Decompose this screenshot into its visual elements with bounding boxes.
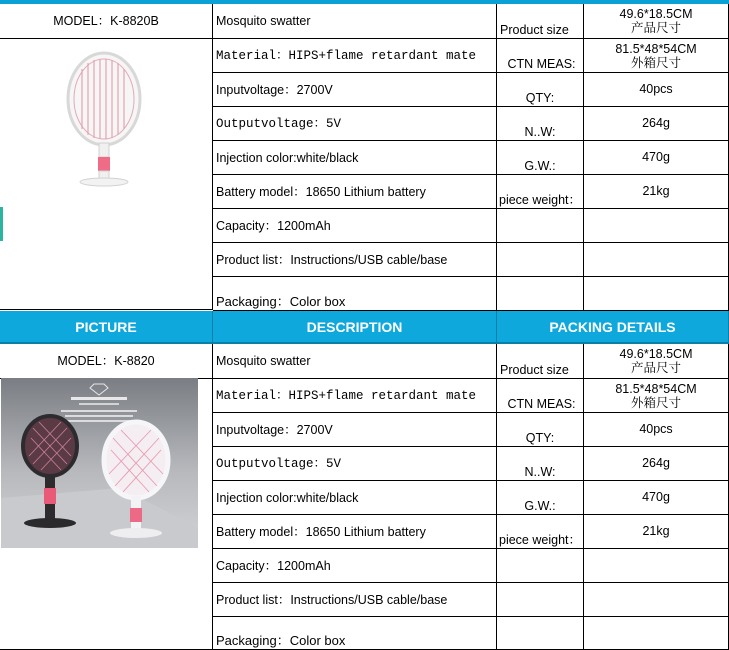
pack-value-cell[interactable]: [584, 209, 729, 243]
swatter-product-photo: [1, 378, 198, 548]
desc-cell[interactable]: Mosquito swatter: [213, 4, 497, 39]
pack-value-cell[interactable]: 264g: [584, 447, 729, 481]
pack-label-cell[interactable]: Product size: [497, 344, 584, 379]
pack-label-cell[interactable]: CTN MEAS:: [497, 39, 584, 73]
model-cell[interactable]: MODEL：K-8820: [0, 344, 213, 379]
pack-value-cell[interactable]: 470g: [584, 481, 729, 515]
desc-cell[interactable]: Material：HIPS+flame retardant mate: [213, 39, 497, 73]
pack-label-cell[interactable]: piece weight：: [497, 175, 584, 209]
desc-cell[interactable]: Inputvoltage：2700V: [213, 413, 497, 447]
value-line: 81.5*48*54CM: [615, 381, 697, 396]
pack-label-cell[interactable]: CTN MEAS:: [497, 379, 584, 413]
pack-label-cell[interactable]: piece weight：: [497, 515, 584, 549]
desc-cell[interactable]: Battery model：18650 Lithium battery: [213, 175, 497, 209]
desc-cell[interactable]: Packaging：Color box: [213, 617, 497, 650]
value-line: 产品尺寸: [630, 361, 681, 375]
pack-value-cell[interactable]: [584, 4, 729, 39]
pack-value-cell[interactable]: 21kg: [584, 515, 729, 549]
pack-label-cell[interactable]: N..W:: [497, 107, 584, 141]
pack-value-cell[interactable]: 264g: [584, 107, 729, 141]
desc-cell[interactable]: Outputvoltage：5V: [213, 447, 497, 481]
desc-cell[interactable]: Injection color:white/black: [213, 141, 497, 175]
value-line: 49.6*18.5CM: [619, 7, 693, 21]
pack-value-cell[interactable]: 40pcs: [584, 73, 729, 107]
pack-value-cell[interactable]: [584, 39, 729, 73]
pack-label-cell[interactable]: Product size: [497, 4, 584, 39]
pack-label-cell[interactable]: [497, 209, 584, 243]
desc-cell[interactable]: Material：HIPS+flame retardant mate: [213, 379, 497, 413]
desc-cell[interactable]: Packaging：Color box: [213, 277, 497, 311]
value-line: 81.5*48*54CM: [615, 41, 697, 56]
pack-value-cell[interactable]: [584, 617, 729, 650]
pack-label-cell[interactable]: N..W:: [497, 447, 584, 481]
pack-label-cell[interactable]: G.W.:: [497, 481, 584, 515]
desc-cell[interactable]: Mosquito swatter: [213, 344, 497, 379]
picture-cell[interactable]: [0, 39, 213, 310]
pack-value-cell[interactable]: [584, 277, 729, 311]
pack-value-cell[interactable]: 470g: [584, 141, 729, 175]
value-line: 外箱尺寸: [630, 55, 681, 70]
pack-value-cell[interactable]: [584, 583, 729, 617]
value-line: 外箱尺寸: [630, 395, 681, 410]
desc-cell[interactable]: Capacity：1200mAh: [213, 209, 497, 243]
header-description[interactable]: DESCRIPTION: [213, 311, 497, 344]
pack-value-cell[interactable]: [584, 549, 729, 583]
pack-value-cell[interactable]: [584, 379, 729, 413]
desc-cell[interactable]: Product list：Instructions/USB cable/base: [213, 583, 497, 617]
header-picture[interactable]: PICTURE: [0, 311, 213, 344]
pack-value-cell[interactable]: 21kg: [584, 175, 729, 209]
pack-label-cell[interactable]: QTY:: [497, 73, 584, 107]
pack-label-cell[interactable]: [497, 583, 584, 617]
pack-label-cell[interactable]: QTY:: [497, 413, 584, 447]
pack-label-cell[interactable]: [497, 243, 584, 277]
pack-value-cell[interactable]: 40pcs: [584, 413, 729, 447]
value-line: 49.6*18.5CM: [619, 347, 693, 361]
pack-label-cell[interactable]: [497, 617, 584, 650]
pack-label-cell[interactable]: G.W.:: [497, 141, 584, 175]
desc-cell[interactable]: Battery model：18650 Lithium battery: [213, 515, 497, 549]
swatter-white-image: [0, 39, 213, 310]
header-packing-details[interactable]: PACKING DETAILS: [497, 311, 729, 344]
desc-cell[interactable]: Inputvoltage：2700V: [213, 73, 497, 107]
desc-cell[interactable]: Outputvoltage：5V: [213, 107, 497, 141]
pack-value-cell[interactable]: [584, 344, 729, 379]
desc-cell[interactable]: Capacity：1200mAh: [213, 549, 497, 583]
pack-label-cell[interactable]: [497, 277, 584, 311]
desc-cell[interactable]: Injection color:white/black: [213, 481, 497, 515]
value-line: 产品尺寸: [630, 21, 681, 35]
desc-cell[interactable]: Product list：Instructions/USB cable/base: [213, 243, 497, 277]
model-cell[interactable]: MODEL：K-8820B: [0, 4, 213, 39]
pack-label-cell[interactable]: [497, 549, 584, 583]
pack-value-cell[interactable]: [584, 243, 729, 277]
